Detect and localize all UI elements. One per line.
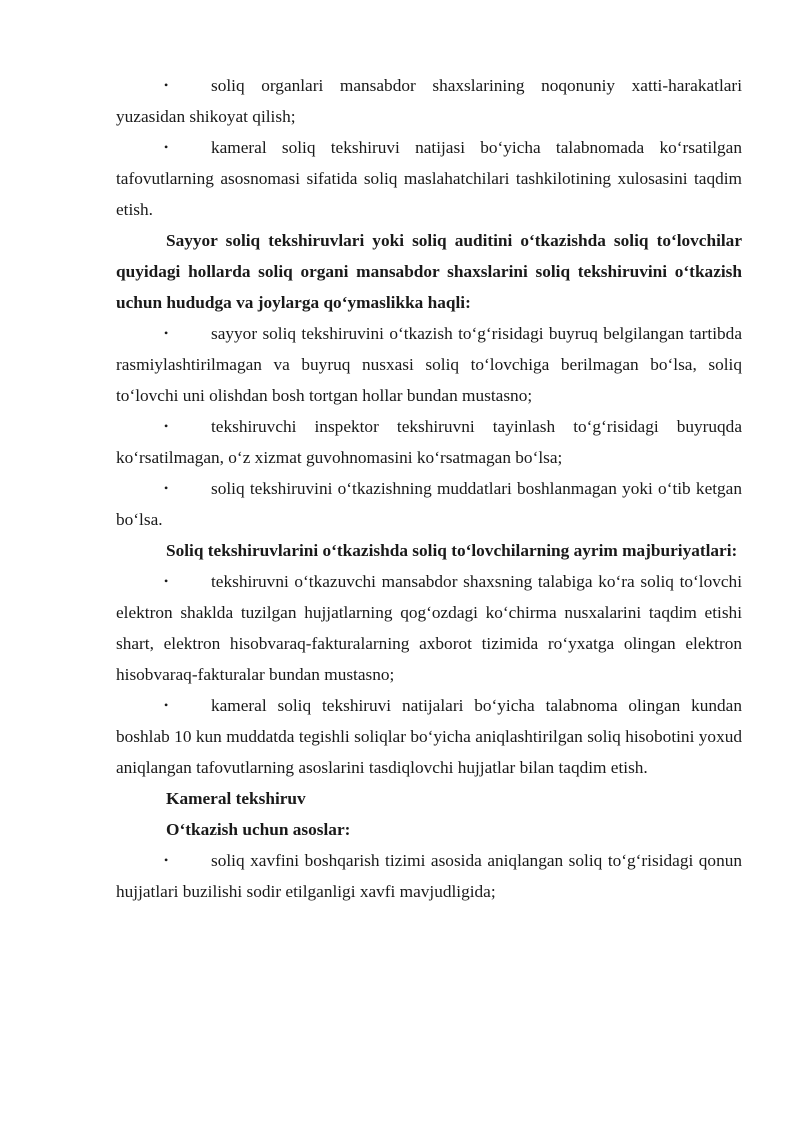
- section-heading: Soliq tekshiruvlarini o‘tkazishda soliq to‘lovchilarning ayrim majburiyatlari:: [166, 541, 738, 560]
- bullet-icon: •: [164, 481, 169, 495]
- list-item: • tekshiruvchi inspektor tekshiruvni tayinlash to‘g‘risidagi buyruqda ko‘rsatilmagan, o‘z xizmat guvohnomasini ko‘rsatmagan bo‘lsa;: [116, 411, 742, 473]
- list-item: • soliq organlari mansabdor shaxslarining noqonuniy xatti-harakatlari yuzasidan shikoyat qilish;: [116, 70, 742, 132]
- list-item: • tekshiruvni o‘tkazuvchi mansabdor shaxsning talabiga ko‘ra soliq to‘lovchi elektron shaklda tuzilgan hujjatlarning qog‘ozdagi ko‘chirma nusxalarini taqdim etishi shart, elektron hisobvaraq-fakturalarning axborot tizimida ro‘yxatga olingan elektron hisobvaraq-fakturalar bundan mustasno;: [116, 566, 742, 690]
- subsection-heading: O‘tkazish uchun asoslar:: [166, 820, 351, 839]
- bullet-icon: •: [164, 419, 169, 433]
- bullet-icon: •: [164, 853, 169, 867]
- list-item: • soliq tekshiruvini o‘tkazishning muddatlari boshlanmagan yoki o‘tib ketgan bo‘lsa.: [116, 473, 742, 535]
- list-item: • kameral soliq tekshiruvi natijalari bo‘yicha talabnoma olingan kundan boshlab 10 kun muddatda tegishli soliqlar bo‘yicha aniqlashtirilgan soliq hisobotini yoxud aniqlangan tafovutlarning asoslarini tasdiqlovchi hujjatlar bilan taqdim etish.: [116, 690, 742, 783]
- section-heading: Sayyor soliq tekshiruvlari yoki soliq auditini o‘tkazishda soliq to‘lovchilar quyidagi hollarda soliq organi mansabdor shaxslarini soliq tekshiruvini o‘tkazish uchun hududga va joylarga qo‘ymaslikka haqli:: [116, 231, 742, 312]
- list-item: • sayyor soliq tekshiruvini o‘tkazish to‘g‘risidagi buyruq belgilangan tartibda rasmiylashtirilmagan va buyruq nusxasi soliq to‘lovchiga berilmagan bo‘lsa, soliq to‘lovchi uni olishdan bosh tortgan hollar bundan mustasno;: [116, 318, 742, 411]
- bullet-icon: •: [164, 326, 169, 340]
- document-page: [116, 70, 742, 907]
- list-item: • kameral soliq tekshiruvi natijasi bo‘yicha talabnomada ko‘rsatilgan tafovutlarning asosnomasi sifatida soliq maslahatchilari tashkilotining xulosasini taqdim etish.: [116, 132, 742, 225]
- subsection-heading: Kameral tekshiruv: [166, 789, 306, 808]
- bullet-icon: •: [164, 698, 169, 712]
- list-item: • soliq xavfini boshqarish tizimi asosida aniqlangan soliq to‘g‘risidagi qonun hujjatlari buzilishi sodir etilganligi xavfi mavjudligida;: [116, 845, 742, 907]
- bullet-icon: •: [164, 78, 169, 92]
- bullet-icon: •: [164, 574, 169, 588]
- bullet-icon: •: [164, 140, 169, 154]
